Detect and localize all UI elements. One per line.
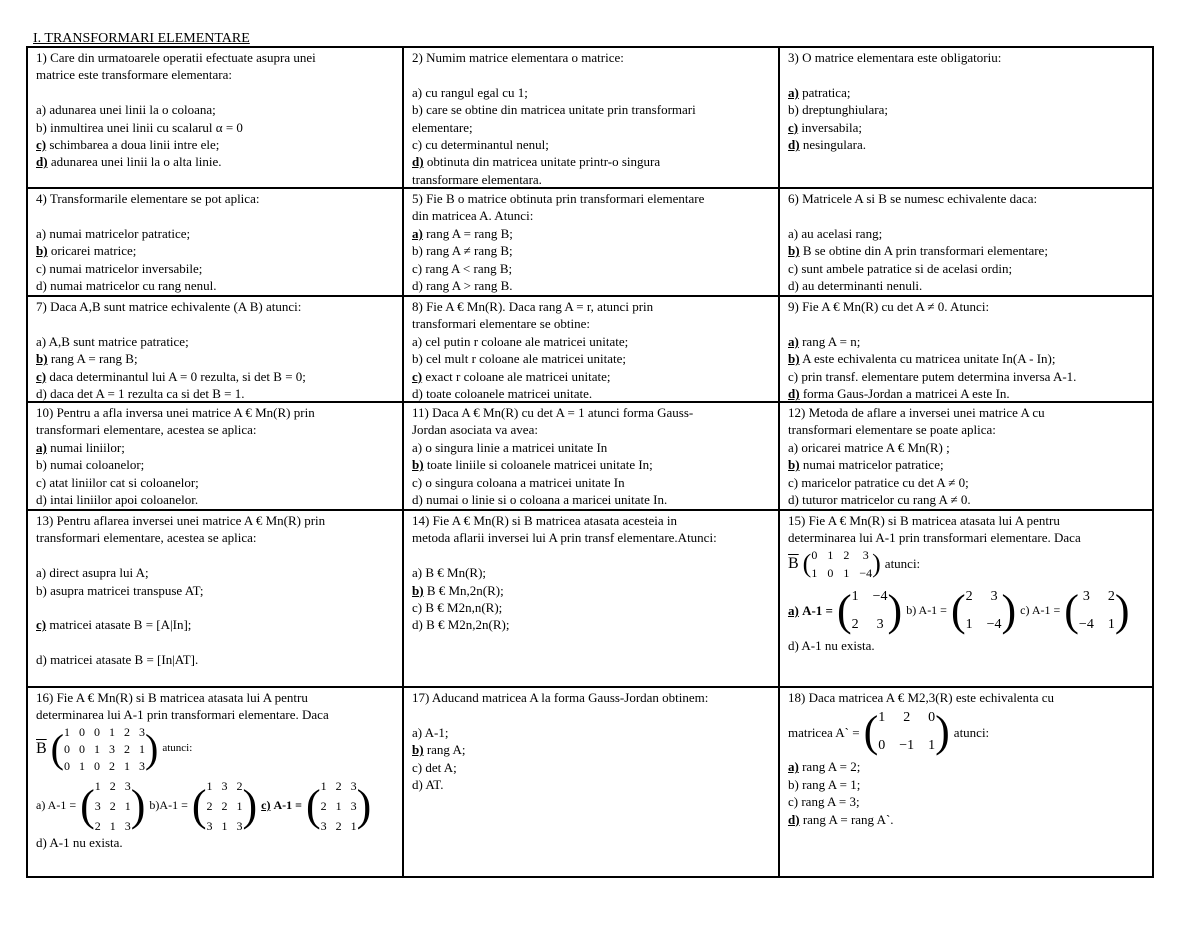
q11-line-4: b) toate liniile si coloanele matricei unitate In; bbox=[412, 457, 653, 473]
q4-line-4: b) oricarei matrice; bbox=[36, 243, 137, 259]
q15-opt-c-cell-1-2: 2 bbox=[1107, 588, 1115, 604]
q15-a-cell-1-2: −4 bbox=[872, 588, 888, 604]
q18-line-3: c) rang A = 3; bbox=[788, 794, 860, 810]
q4-line-5: c) numai matricelor inversabile; bbox=[36, 260, 203, 276]
q16-a-cell-2-1: 3 bbox=[94, 798, 101, 813]
q6-line-6: d) au determinanti nenuli. bbox=[788, 278, 923, 294]
q15-b-cell-2-4: −4 bbox=[859, 565, 873, 580]
q16-option-c-label: c) A-1 = bbox=[261, 798, 302, 813]
q8-line-1: 8) Fie A € Mn(R). Daca rang A = r, atunci prin bbox=[412, 299, 654, 314]
question-11 bbox=[404, 403, 780, 511]
q6-line-3: a) au acelasi rang; bbox=[788, 225, 883, 241]
q16-opt-b-cell-3-2: 1 bbox=[221, 818, 228, 833]
q8-line-3: a) cel putin r coloane ale matricei unitate; bbox=[412, 333, 629, 349]
q15-option-c-label: c) A-1 = bbox=[1020, 603, 1061, 618]
q18-line-1: a) rang A = 2; bbox=[788, 759, 861, 775]
q10-line-3: a) numai liniilor; bbox=[36, 439, 125, 455]
q17-line-1: 17) Aducand matricea A la forma Gauss-Jordan obtinem: bbox=[412, 690, 709, 705]
q15-option-a-label: a) A-1 = bbox=[788, 603, 833, 619]
q14-line-2: metoda aflarii inversei lui A prin transf elementare.Atunci: bbox=[412, 530, 717, 546]
q15-a-cell-1-1: 1 bbox=[851, 588, 859, 604]
q8-line-4: b) cel mult r coloane ale matricei unitate; bbox=[412, 351, 627, 367]
q10-line-1: 10) Pentru a afla inversa unei matrice A € Mn(R) prin bbox=[36, 405, 315, 420]
q17-line-4: b) rang A; bbox=[412, 742, 466, 758]
q15-b-cell-2-1: 1 bbox=[811, 565, 818, 580]
questions-table bbox=[26, 46, 1154, 878]
q2-line-4: b) care se obtine din matricea unitate prin transformari bbox=[412, 102, 696, 118]
q15-opt-c-cell-1-1: 3 bbox=[1082, 588, 1090, 604]
q16-b-cell-1-3: 0 bbox=[94, 724, 100, 739]
q15-option-b-label: b) A-1 = bbox=[906, 603, 947, 618]
q16-atunci: atunci: bbox=[162, 742, 193, 755]
q3-line-2 bbox=[788, 66, 1148, 83]
q2-line-5: elementare; bbox=[412, 119, 473, 135]
q18-matrix: ( 1 2 0 0 −1 1 ) bbox=[863, 707, 950, 757]
q9-line-4: b) A este echivalenta cu matricea unitate In(A - In); bbox=[788, 351, 1056, 367]
q16-opt-c-cell-1-3: 3 bbox=[350, 778, 357, 793]
q14-line-2: b) B € Mn,2n(R); bbox=[412, 582, 504, 598]
q15-b-matrix: ( 0 1 2 3 1 0 1 −4 ) bbox=[802, 547, 881, 580]
q1-line-2: matrice este transformare elementara: bbox=[36, 67, 232, 83]
q7-line-4: b) rang A = rang B; bbox=[36, 351, 138, 367]
q6-line-5: c) sunt ambele patratice si de acelasi ordin; bbox=[788, 260, 1013, 276]
question-18 bbox=[780, 688, 1152, 876]
q18-line-2: b) rang A = 1; bbox=[788, 776, 861, 792]
q4-line-1: 4) Transformarile elementare se pot aplica: bbox=[36, 191, 260, 206]
q16-option-a-label: a) A-1 = bbox=[36, 798, 77, 813]
page-title: I. TRANSFORMARI ELEMENTARE bbox=[33, 31, 250, 46]
q3-line-1: 3) O matrice elementara este obligatoriu: bbox=[788, 50, 1002, 65]
q16-b-cell-3-6: 3 bbox=[139, 758, 145, 773]
q16-b-cell-3-4: 2 bbox=[109, 758, 115, 773]
q16-opt-b-cell-2-2: 2 bbox=[221, 798, 228, 813]
q18-line-1: 18) Daca matricea A € M2,3(R) este echivalenta cu bbox=[788, 690, 1055, 705]
question-8 bbox=[404, 297, 780, 403]
q18-m-cell-1-2: 2 bbox=[903, 710, 911, 726]
q2-line-8: transformare elementara. bbox=[412, 171, 542, 187]
q16-option-a-matrix: ( 1 2 3 3 2 1 2 1 3 ) bbox=[80, 778, 146, 833]
q18-matrix-label: matricea A` = bbox=[788, 724, 860, 740]
q5-line-4: b) rang A ≠ rang B; bbox=[412, 243, 513, 259]
q16-b-cell-1-2: 0 bbox=[79, 724, 85, 739]
question-3 bbox=[780, 48, 1152, 189]
q12-line-1: 12) Metoda de aflare a inversei unei matrice A cu bbox=[788, 405, 1045, 420]
q14-line-4: d) B € M2n,2n(R); bbox=[412, 617, 510, 633]
question-16 bbox=[28, 688, 404, 876]
q4-line-6: d) numai matricelor cu rang nenul. bbox=[36, 278, 217, 294]
q6-line-1: 6) Matricele A si B se numesc echivalente daca: bbox=[788, 191, 1038, 206]
q16-opt-c-cell-3-2: 2 bbox=[335, 818, 342, 833]
q16-b-cell-3-3: 0 bbox=[94, 758, 100, 773]
question-12 bbox=[780, 403, 1152, 511]
q18-m-cell-2-1: 0 bbox=[878, 738, 886, 754]
q16-opt-c-cell-2-2: 1 bbox=[335, 798, 342, 813]
question-9 bbox=[780, 297, 1152, 403]
q16-option-b-matrix: ( 1 3 2 2 2 1 3 1 3 ) bbox=[191, 778, 258, 833]
q14-line-1: a) B € Mn(R); bbox=[412, 565, 487, 581]
q12-line-5: c) maricelor patratice cu det A ≠ 0; bbox=[788, 474, 969, 490]
q16-opt-b-cell-1-3: 2 bbox=[236, 778, 243, 793]
q16-opt-b-cell-2-1: 2 bbox=[206, 798, 213, 813]
q15-option-b-matrix: ( 2 3 1 −4 ) bbox=[950, 585, 1017, 635]
q15-option-c-matrix: ( 3 2 −4 1 ) bbox=[1064, 585, 1130, 635]
q16-opt-c-cell-1-2: 2 bbox=[335, 778, 342, 793]
q16-b-cell-1-6: 3 bbox=[139, 724, 145, 739]
q18-m-cell-1-3: 0 bbox=[928, 710, 936, 726]
q17-line-2 bbox=[412, 706, 774, 723]
q18-m-cell-2-2: −1 bbox=[899, 738, 915, 754]
q5-line-2: din matricea A. Atunci: bbox=[412, 208, 534, 224]
q16-b-cell-3-2: 1 bbox=[79, 758, 85, 773]
q15-attached-matrix bbox=[788, 547, 1148, 581]
q1-line-6: c) schimbarea a doua linii intre ele; bbox=[36, 137, 220, 153]
question-4 bbox=[28, 189, 404, 297]
q18-matrix-row bbox=[788, 706, 1148, 758]
question-2 bbox=[404, 48, 780, 189]
q7-line-6: d) daca det A = 1 rezulta ca si det B = 1. bbox=[36, 386, 245, 402]
q12-line-4: b) numai matricelor patratice; bbox=[788, 457, 944, 473]
question-10 bbox=[28, 403, 404, 511]
q5-line-5: c) rang A < rang B; bbox=[412, 260, 513, 276]
q16-a-cell-1-2: 2 bbox=[109, 778, 116, 793]
q18-atunci: atunci: bbox=[953, 724, 990, 740]
q16-b-cell-2-5: 2 bbox=[124, 741, 130, 756]
q3-line-6: d) nesingulara. bbox=[788, 137, 866, 153]
q13-option-d: d) matricei atasate B = [In|AT]. bbox=[36, 652, 199, 668]
q8-line-5: c) exact r coloane ale matricei unitate; bbox=[412, 368, 611, 384]
q13-option-c-text: matricei atasate B = [A|In]; bbox=[46, 617, 192, 633]
q16-line-1: 16) Fie A € Mn(R) si B matricea atasata lui A pentru bbox=[36, 690, 308, 705]
q16-b-bar-symbol: $\overline{B}$ bbox=[36, 740, 47, 758]
q1-line-1: 1) Care din urmatoarele operatii efectuate asupra unei bbox=[36, 50, 316, 65]
q2-line-3: a) cu rangul egal cu 1; bbox=[412, 84, 528, 100]
q7-line-2 bbox=[36, 315, 398, 332]
q13-option-c: c) matricei atasate B = [A|In]; bbox=[36, 617, 192, 633]
q16-opt-b-cell-2-3: 1 bbox=[236, 798, 243, 813]
question-7 bbox=[28, 297, 404, 403]
q9-line-1: 9) Fie A € Mn(R) cu det A ≠ 0. Atunci: bbox=[788, 299, 990, 314]
q1-line-4: a) adunarea unei linii la o coloana; bbox=[36, 102, 216, 118]
q15-b-cell-2-2: 0 bbox=[827, 565, 834, 580]
q10-line-2: transformari elementare, acestea se aplica: bbox=[36, 422, 257, 438]
q15-b-cell-1-3: 2 bbox=[843, 547, 850, 562]
q1-line-7: d) adunarea unei linii la o alta linie. bbox=[36, 154, 222, 170]
q13-line-4: a) direct asupra lui A; bbox=[36, 565, 149, 581]
q7-line-3: a) A,B sunt matrice patratice; bbox=[36, 333, 189, 349]
q11-line-5: c) o singura coloana a matricei unitate In bbox=[412, 474, 625, 490]
q13-line-3 bbox=[36, 547, 398, 564]
q2-line-7: d) obtinuta din matricea unitate printr-o singura bbox=[412, 154, 661, 170]
q16-opt-c-cell-3-1: 3 bbox=[320, 818, 327, 833]
q10-line-5: c) atat liniilor cat si coloanelor; bbox=[36, 474, 199, 490]
q9-line-3: a) rang A = n; bbox=[788, 333, 861, 349]
question-13 bbox=[28, 511, 404, 688]
q16-opt-b-cell-3-3: 3 bbox=[236, 818, 243, 833]
q11-line-1: 11) Daca A € Mn(R) cu det A = 1 atunci forma Gauss- bbox=[412, 405, 694, 420]
q15-b-bar-symbol: $\overline{B}$ bbox=[788, 555, 799, 573]
q11-line-6: d) numai o linie si o coloana a maricei unitate In. bbox=[412, 492, 668, 508]
q15-b-cell-1-4: 3 bbox=[862, 547, 869, 562]
q15-opt-b-cell-1-1: 2 bbox=[965, 588, 973, 604]
q18-m-cell-2-3: 1 bbox=[928, 738, 936, 754]
q16-attached-matrix bbox=[36, 724, 398, 774]
q16-option-d: d) A-1 nu exista. bbox=[36, 834, 123, 850]
q16-opt-b-cell-1-1: 1 bbox=[206, 778, 213, 793]
q16-a-cell-1-3: 3 bbox=[124, 778, 131, 793]
q15-options bbox=[788, 585, 1148, 637]
q1-line-3 bbox=[36, 84, 398, 101]
q16-options bbox=[36, 778, 398, 834]
q15-b-cell-1-1: 0 bbox=[811, 547, 818, 562]
question-14 bbox=[404, 511, 780, 688]
q16-option-c-matrix: ( 1 2 3 2 1 3 3 2 1 ) bbox=[305, 778, 372, 833]
q6-line-4: b) B se obtine din A prin transformari elementare; bbox=[788, 243, 1048, 259]
q15-a-cell-2-2: 3 bbox=[876, 616, 884, 632]
q17-line-5: c) det A; bbox=[412, 759, 457, 775]
q16-b-cell-2-2: 0 bbox=[79, 741, 85, 756]
q16-opt-b-cell-3-1: 3 bbox=[206, 818, 213, 833]
q7-line-5: c) daca determinantul lui A = 0 rezulta, si det B = 0; bbox=[36, 368, 306, 384]
question-1 bbox=[28, 48, 404, 189]
q15-line-1: 15) Fie A € Mn(R) si B matricea atasata lui A pentru bbox=[788, 513, 1060, 528]
q3-line-5: c) inversabila; bbox=[788, 119, 863, 135]
q9-line-2 bbox=[788, 315, 1148, 332]
q15-b-cell-1-2: 1 bbox=[827, 547, 834, 562]
q14-line-1: 14) Fie A € Mn(R) si B matricea atasata acesteia in bbox=[412, 513, 677, 528]
q17-line-6: d) AT. bbox=[412, 777, 444, 793]
q16-a-cell-3-1: 2 bbox=[94, 818, 101, 833]
q11-line-3: a) o singura linie a matricei unitate In bbox=[412, 439, 608, 455]
q13-line-2: transformari elementare, acestea se aplica: bbox=[36, 530, 257, 546]
q5-line-3: a) rang A = rang B; bbox=[412, 225, 513, 241]
q16-b-matrix: ( 1 0 0 1 2 3 0 0 1 3 2 1 0 1 0 2 1 3 ) bbox=[50, 724, 159, 773]
q16-opt-c-cell-3-3: 1 bbox=[350, 818, 357, 833]
question-6 bbox=[780, 189, 1152, 297]
q5-line-1: 5) Fie B o matrice obtinuta prin transformari elementare bbox=[412, 191, 705, 206]
q4-line-3: a) numai matricelor patratice; bbox=[36, 225, 191, 241]
q16-a-cell-2-2: 2 bbox=[109, 798, 116, 813]
q12-line-6: d) tuturor matricelor cu rang A ≠ 0. bbox=[788, 492, 971, 508]
q5-line-6: d) rang A > rang B. bbox=[412, 278, 513, 294]
q2-line-2 bbox=[412, 66, 774, 83]
q13-line-5: b) asupra matricei transpuse AT; bbox=[36, 582, 204, 598]
q15-opt-b-cell-2-1: 1 bbox=[965, 616, 973, 632]
q16-b-cell-3-1: 0 bbox=[64, 758, 70, 773]
q15-opt-b-cell-2-2: −4 bbox=[986, 616, 1002, 632]
question-15 bbox=[780, 511, 1152, 688]
question-5 bbox=[404, 189, 780, 297]
q15-opt-c-cell-2-2: 1 bbox=[1107, 616, 1115, 632]
q9-line-5: c) prin transf. elementare putem determina inversa A-1. bbox=[788, 368, 1077, 384]
q18-line-4: d) rang A = rang A`. bbox=[788, 811, 894, 827]
q16-b-cell-3-5: 1 bbox=[124, 758, 130, 773]
q15-option-d: d) A-1 nu exista. bbox=[788, 637, 875, 653]
q9-line-6: d) forma Gaus-Jordan a matricei A este In. bbox=[788, 386, 1010, 402]
q15-atunci: atunci: bbox=[884, 556, 921, 572]
q16-opt-b-cell-1-2: 3 bbox=[221, 778, 228, 793]
q16-opt-c-cell-1-1: 1 bbox=[320, 778, 327, 793]
q16-opt-c-cell-2-1: 2 bbox=[320, 798, 327, 813]
q14-line-3: c) B € M2n,n(R); bbox=[412, 600, 503, 616]
q16-b-cell-2-1: 0 bbox=[64, 741, 70, 756]
q12-line-3: a) oricarei matrice A € Mn(R) ; bbox=[788, 439, 950, 455]
q16-a-cell-1-1: 1 bbox=[94, 778, 101, 793]
q15-option-a-matrix: ( 1 −4 2 3 ) bbox=[836, 585, 903, 635]
q13-line-1: 13) Pentru aflarea inversei unei matrice A € Mn(R) prin bbox=[36, 513, 326, 528]
q15-a-cell-2-1: 2 bbox=[851, 616, 859, 632]
q15-opt-c-cell-2-1: −4 bbox=[1078, 616, 1094, 632]
q2-line-6: c) cu determinantul nenul; bbox=[412, 137, 549, 153]
q18-m-cell-1-1: 1 bbox=[878, 710, 886, 726]
q6-line-2 bbox=[788, 207, 1148, 224]
q16-b-cell-1-4: 1 bbox=[109, 724, 115, 739]
q16-b-cell-1-1: 1 bbox=[64, 724, 70, 739]
q16-b-cell-2-3: 1 bbox=[94, 741, 100, 756]
q16-a-cell-3-3: 3 bbox=[124, 818, 131, 833]
q16-opt-c-cell-2-3: 3 bbox=[350, 798, 357, 813]
q1-line-5: b) inmultirea unei linii cu scalarul α = 0 bbox=[36, 119, 243, 135]
q16-b-cell-2-4: 3 bbox=[109, 741, 115, 756]
q10-line-4: b) numai coloanelor; bbox=[36, 457, 145, 473]
q11-line-2: Jordan asociata va avea: bbox=[412, 422, 538, 438]
q10-line-6: d) intai liniilor apoi coloanelor. bbox=[36, 492, 199, 508]
q8-line-2: transformari elementare se obtine: bbox=[412, 316, 590, 332]
q3-line-3: a) patratica; bbox=[788, 84, 851, 100]
q16-a-cell-3-2: 1 bbox=[109, 818, 116, 833]
q15-line-2: determinarea lui A-1 prin transformari elementare. Daca bbox=[788, 530, 1081, 546]
q16-line-2: determinarea lui A-1 prin transformari elementare. Daca bbox=[36, 707, 329, 723]
q7-line-1: 7) Daca A,B sunt matrice echivalente (A B) atunci: bbox=[36, 299, 302, 314]
q15-b-cell-2-3: 1 bbox=[843, 565, 850, 580]
q4-line-2 bbox=[36, 207, 398, 224]
q12-line-2: transformari elementare se poate aplica: bbox=[788, 422, 996, 438]
q16-a-cell-2-3: 1 bbox=[124, 798, 131, 813]
q17-line-3: a) A-1; bbox=[412, 724, 449, 740]
question-17 bbox=[404, 688, 780, 876]
q15-opt-b-cell-1-2: 3 bbox=[990, 588, 998, 604]
q3-line-4: b) dreptunghiulara; bbox=[788, 102, 888, 118]
q2-line-1: 2) Numim matrice elementara o matrice: bbox=[412, 50, 624, 65]
q16-b-cell-2-6: 1 bbox=[139, 741, 145, 756]
q16-b-cell-1-5: 2 bbox=[124, 724, 130, 739]
q8-line-6: d) toate coloanele matricei unitate. bbox=[412, 386, 593, 402]
q16-option-b-label: b)A-1 = bbox=[149, 798, 188, 813]
